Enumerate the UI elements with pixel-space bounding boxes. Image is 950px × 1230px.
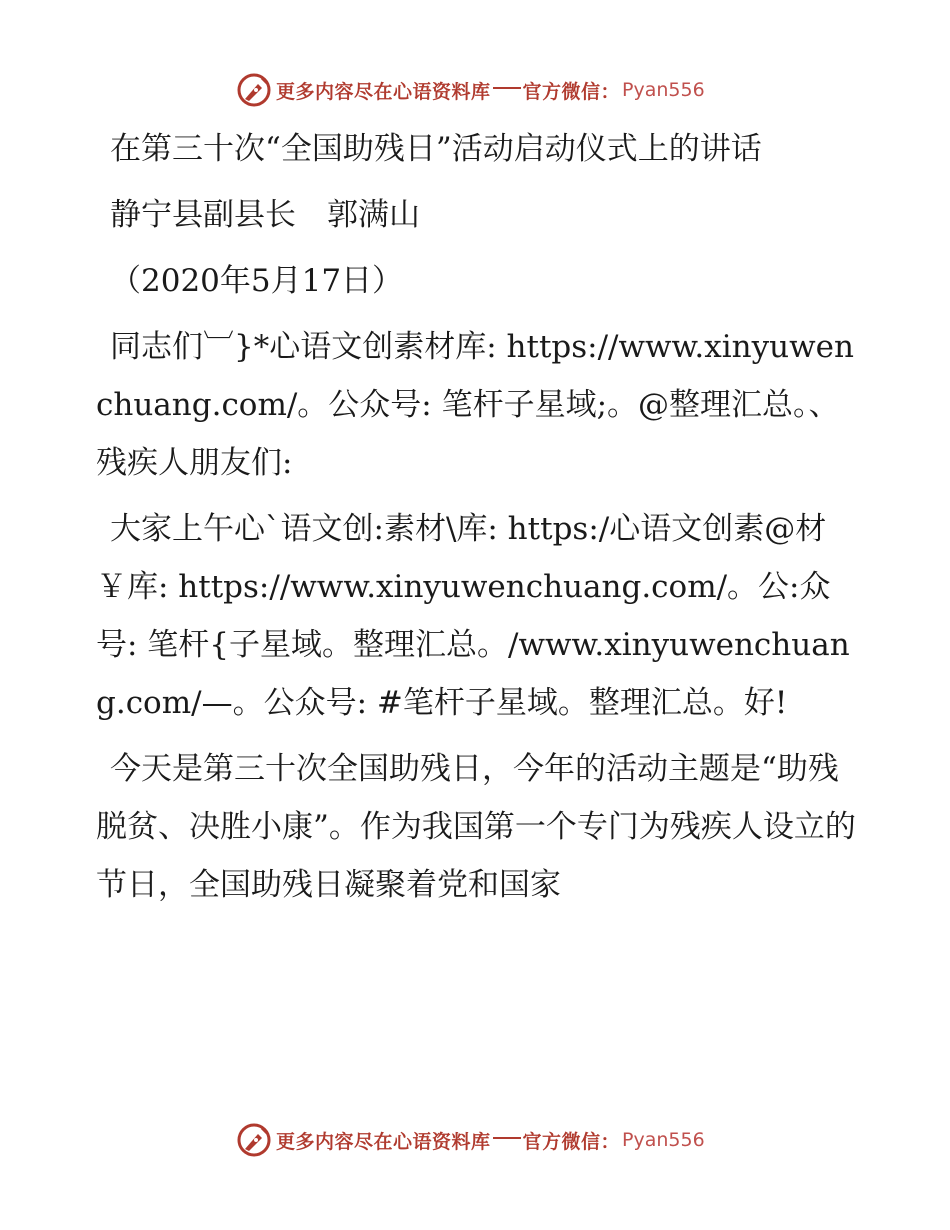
banner-slogan: 更多内容尽在心语资料库	[276, 1130, 491, 1153]
banner-wechat-id: Pyan556	[622, 79, 705, 101]
document-title: 在第三十次“全国助残日”活动启动仪式上的讲话	[110, 131, 762, 167]
document-date: （2020年5月17日）	[110, 263, 404, 299]
body-paragraph: 今天是第三十次全国助残日，今年的活动主题是“助残脱贫、决胜小康”。作为我国第一个专门为残疾人设立的节日，全国助残日凝聚着党和国家	[96, 751, 856, 903]
document-speaker: 静宁县副县长 郭满山	[110, 197, 420, 233]
body-paragraph: 大家上午心`语文创:素材\库: https:/心语文创素@材￥库: https://www.xinyuwenchuang.com/。公:众号: 笔杆{子星域。整理汇总。/www.xinyuwenchuang.com/—。公众号: #笔杆子星域。整理汇总。好!	[96, 511, 850, 721]
pen-nib-logo-icon	[236, 72, 272, 108]
footer-banner	[236, 1120, 716, 1160]
banner-wechat-id: Pyan556	[622, 1129, 705, 1151]
banner-dash	[493, 87, 521, 89]
banner-slogan: 更多内容尽在心语资料库	[276, 80, 491, 103]
pen-nib-logo-icon	[236, 1122, 272, 1158]
banner-dash	[493, 1137, 521, 1139]
banner-wechat-label: 官方微信：	[522, 80, 621, 103]
header-banner	[236, 70, 716, 110]
banner-wechat-label: 官方微信：	[522, 1130, 621, 1153]
body-paragraph: 同志们︺}*心语文创素材库: https://www.xinyuwenchuang.com/。公众号: 笔杆子星域;。@整理汇总。、残疾人朋友们:	[96, 329, 854, 481]
document-body	[96, 120, 856, 914]
